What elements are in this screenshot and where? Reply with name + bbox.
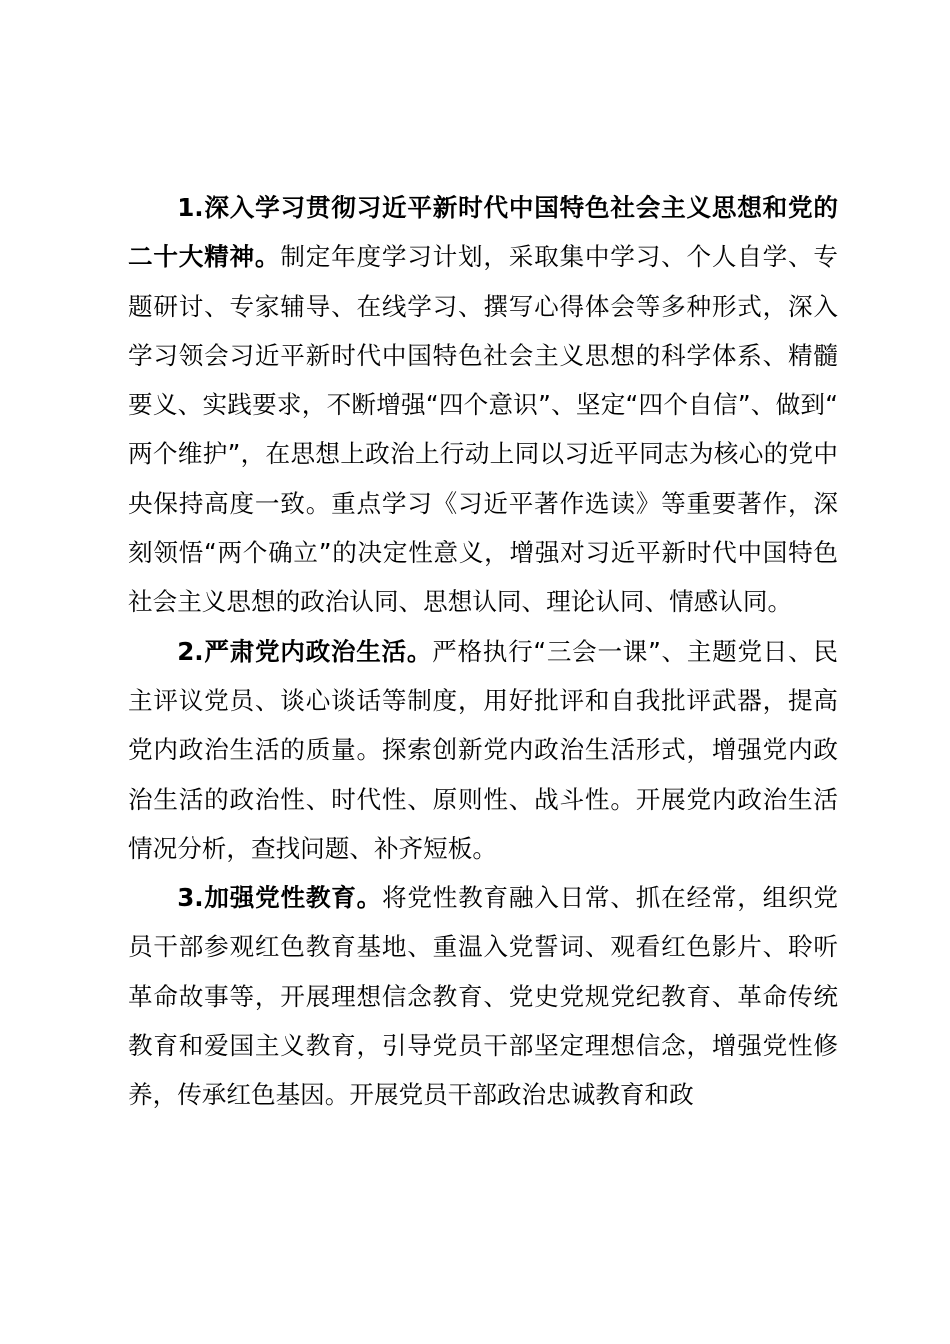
paragraph-3-heading: 3.加强党性教育。	[177, 883, 383, 913]
paragraph-1	[128, 183, 838, 627]
paragraph-3-text: 将党性教育融入日常、抓在经常，组织党员干部参观红色教育基地、重温入党誓词、观看红色影片、聆听革命故事等，开展理想信念教育、党史党规党纪教育、革命传统教育和爱国主义教育，引导党员干部坚定理想信念，增强党性修养，传承红色基因。开展党员干部政治忠诚教育和政	[128, 883, 838, 1110]
paragraph-2-heading: 2.严肃党内政治生活。	[177, 636, 433, 666]
paragraph-2	[128, 627, 838, 873]
paragraph-2-text: 严格执行“三会一课”、主题党日、民主评议党员、谈心谈话等制度，用好批评和自我批评武器，提高党内政治生活的质量。探索创新党内政治生活形式，增强党内政治生活的政治性、时代性、原则性、战斗性。开展党内政治生活情况分析，查找问题、补齐短板。	[128, 636, 838, 863]
paragraph-3	[128, 873, 838, 1119]
paragraph-1-heading: 1.深入学习贯彻习近平新时代中国特色社会主义思想和党的二十大精神。	[128, 193, 838, 272]
paragraph-1-text: 制定年度学习计划，采取集中学习、个人自学、专题研讨、专家辅导、在线学习、撰写心得体会等多种形式，深入学习领会习近平新时代中国特色社会主义思想的科学体系、精髓要义、实践要求，不断增强“四个意识”、坚定“四个自信”、做到“两个维护”，在思想上政治上行动上同以习近平同志为核心的党中央保持高度一致。重点学习《习近平著作选读》等重要著作，深刻领悟“两个确立”的决定性意义，增强对习近平新时代中国特色社会主义思想的政治认同、思想认同、理论认同、情感认同。	[128, 242, 838, 617]
document-body	[128, 183, 838, 1120]
